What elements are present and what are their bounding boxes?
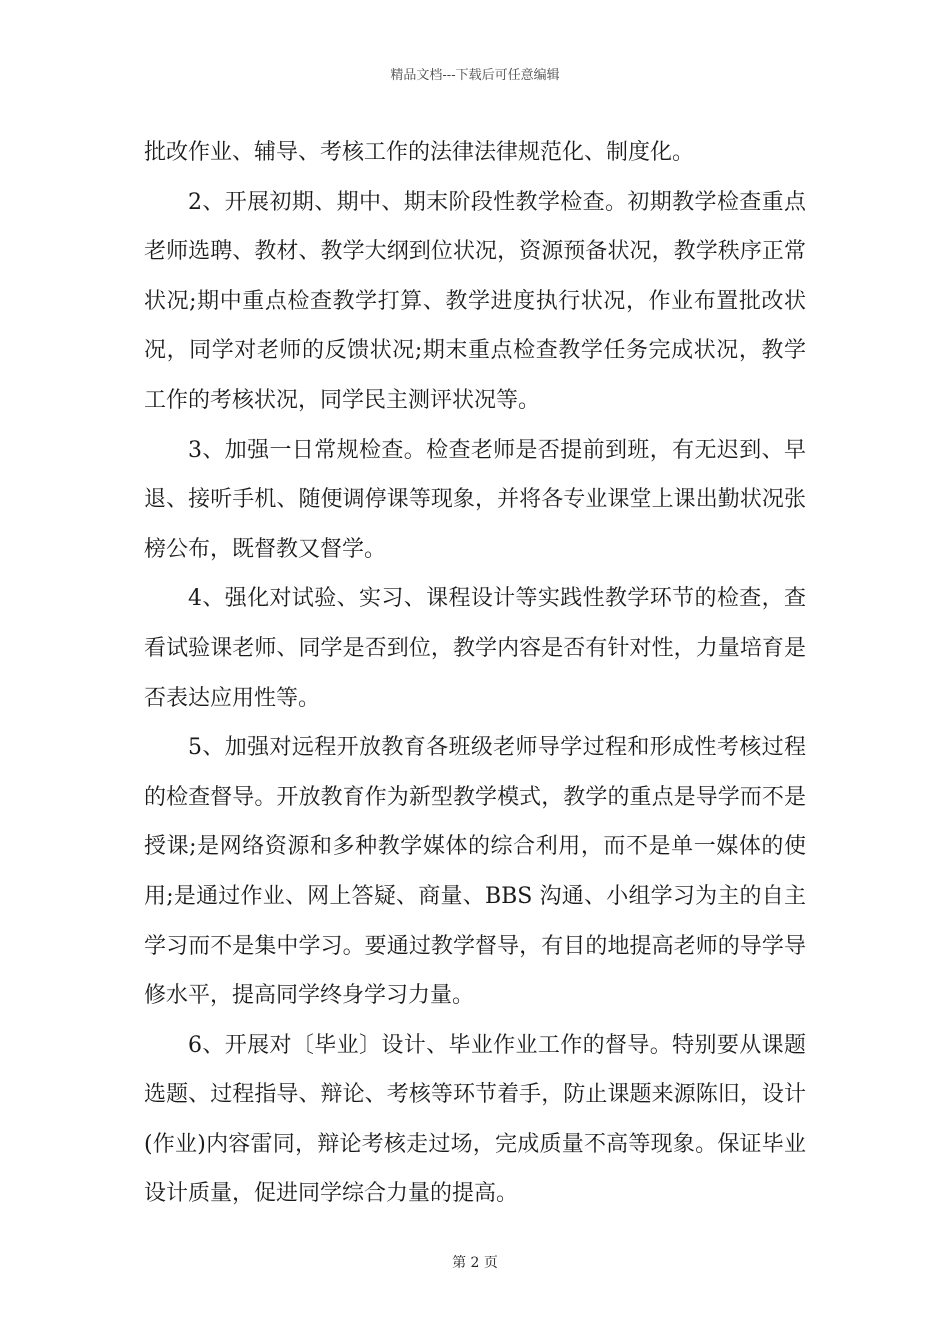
document-body [144,128,806,1219]
paragraph-continuation: 批改作业、辅导、考核工作的法律法律规范化、制度化。 [144,140,695,165]
page-header: 精品文档---下载后可任意编辑 [390,68,560,83]
paragraph-item-6: 6、开展对〔毕业〕设计、毕业作业工作的督导。特别要从课题选题、过程指导、辩论、考核等环节着手，防止课题来源陈旧，设计(作业)内容雷同，辩论考核走过场，完成质量不高等现象。保证毕业设计质量，促进同学综合力量的提高。 [144,1032,806,1207]
paragraph-item-2: 2、开展初期、期中、期末阶段性教学检查。初期教学检查重点老师选聘、教材、教学大纲到位状况，资源预备状况，教学秩序正常状况;期中重点检查教学打算、教学进度执行状况，作业布置批改状况，同学对老师的反馈状况;期末重点检查教学任务完成状况，教学工作的考核状况，同学民主测评状况等。 [144,189,806,413]
paragraph-item-5: 5、加强对远程开放教育各班级老师导学过程和形成性考核过程的检查督导。开放教育作为新型教学模式，教学的重点是导学而不是授课;是网络资源和多种教学媒体的综合利用，而不是单一媒体的使用;是通过作业、网上答疑、商量、BBS 沟通、小组学习为主的自主学习而不是集中学习。要通过教学督导，有目的地提高老师的导学导修水平，提高同学终身学习力量。 [144,735,806,1009]
paragraph-item-4: 4、强化对试验、实习、课程设计等实践性教学环节的检查，查看试验课老师、同学是否到位，教学内容是否有针对性，力量培育是否表达应用性等。 [144,586,806,711]
page-number: 第 2 页 [452,1255,498,1271]
paragraph-item-3: 3、加强一日常规检查。检查老师是否提前到班，有无迟到、早退、接听手机、随便调停课等现象，并将各专业课堂上课出勤状况张榜公布，既督教又督学。 [144,437,806,562]
